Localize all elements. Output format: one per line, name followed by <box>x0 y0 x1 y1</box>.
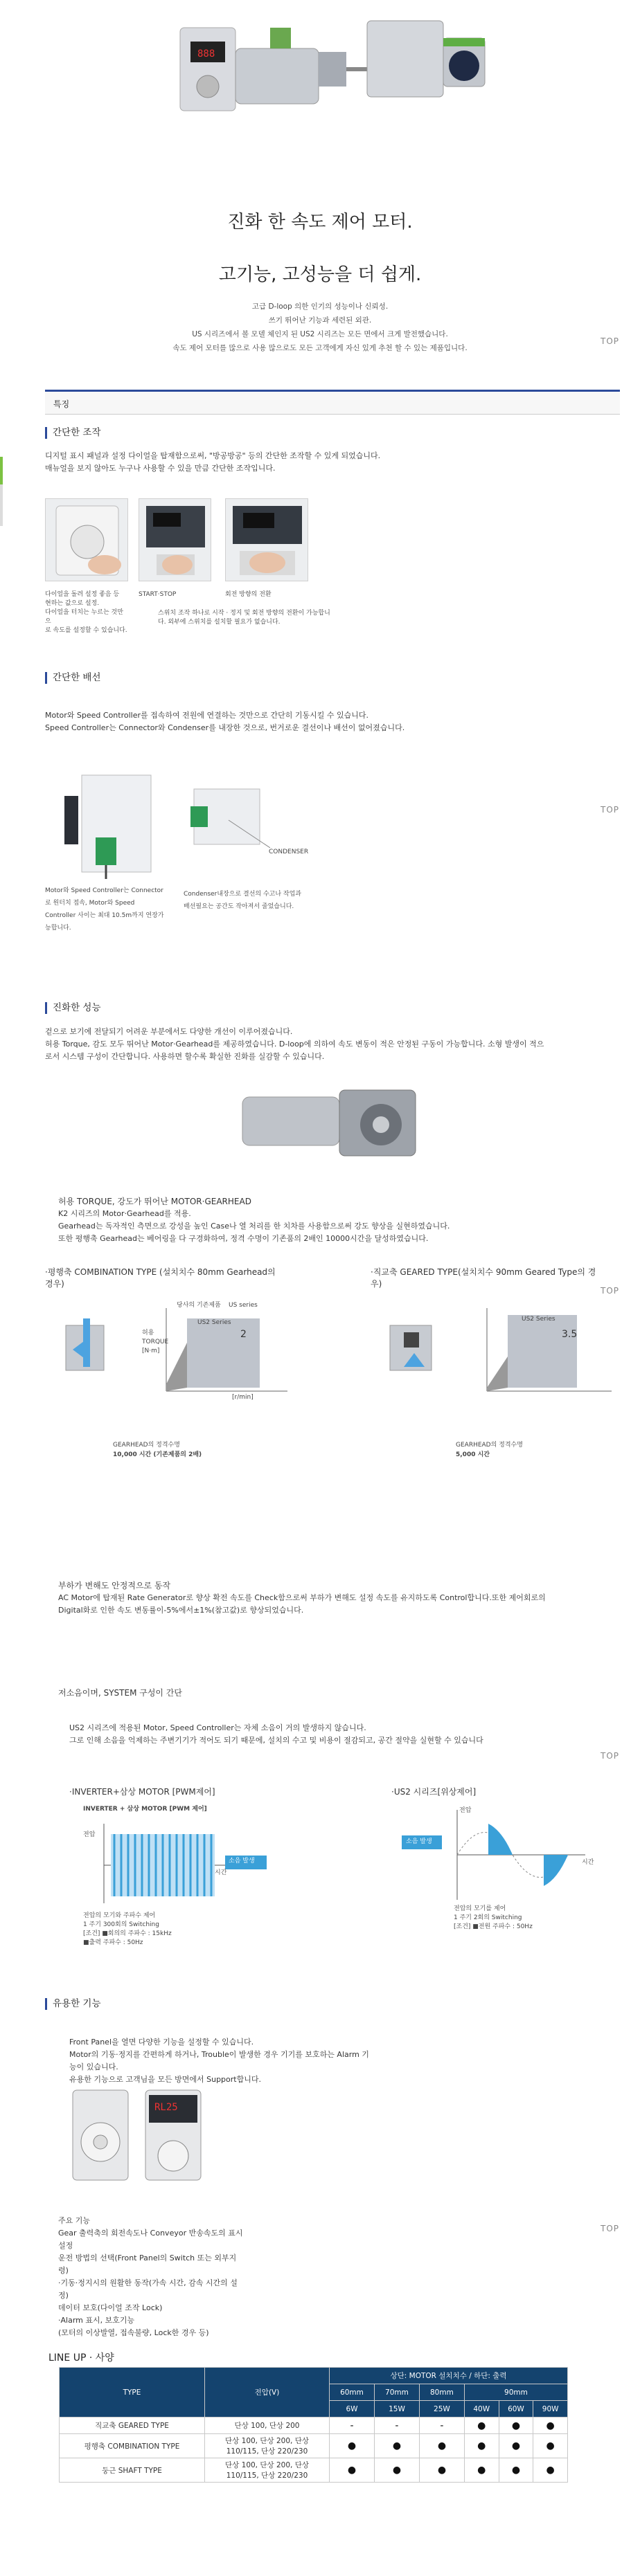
section-title-simple-operation: 간단한 조작 <box>45 427 101 439</box>
function-item: 설정 <box>58 2241 73 2250</box>
caption-line: 로 원터치 접속, Motor와 Speed <box>45 900 135 907</box>
header-output: 90W <box>533 2401 568 2418</box>
paragraph-line: AC Motor에 탑재된 Rate Generator로 향상 확전 속도를 Check함으로써 부하가 변해도 설정 속도를 유지하도록 Control합니다.또한 제어회로의 <box>58 1593 546 1602</box>
dial-photo <box>45 498 128 581</box>
left-strip-green <box>0 457 3 484</box>
header-voltage: 전압(V) <box>205 2368 330 2418</box>
paragraph-line: 그로 인해 소음을 억제하는 주변기기가 적어도 되기 때문에, 설치의 수고 및 비용이 절감되고, 공간 절약을 실현할 수 있습니다 <box>69 1736 483 1745</box>
row-mark: ● <box>464 2418 499 2434</box>
row-mark: ● <box>464 2434 499 2458</box>
chart-x-axis: [r/min] <box>232 1394 254 1401</box>
caption-line: Motor와 Speed Controller는 Connector <box>45 887 163 894</box>
row-type: 둥근 SHAFT TYPE <box>60 2458 205 2483</box>
condenser-photo <box>187 779 270 855</box>
caption-line: 다. 외부에 스위치를 설치할 필요가 없습니다. <box>158 619 281 626</box>
geared-torque-figure <box>383 1301 619 1405</box>
geared-life-value: 5,000 시간 <box>456 1451 490 1458</box>
function-item: ·기동·정지시의 원활한 동작(가속 시간, 감속 시간의 설 <box>58 2278 238 2287</box>
row-type: 직교축 GEARED TYPE <box>60 2418 205 2434</box>
note-line: ■출력 주파수 : 50Hz <box>83 1939 143 1946</box>
paragraph-line: 또한 평행축 Gearhead는 베어링을 다 구경화하여, 정격 수명이 기존품의 2배인 10000시간을 달성하였습니다. <box>58 1234 429 1243</box>
table-row <box>60 2418 568 2434</box>
torque-text <box>58 1208 612 1245</box>
function-item: ·Alarm 표시, 보호기능 <box>58 2316 135 2325</box>
row-mark: - <box>419 2418 464 2434</box>
chart-legend-us: US series <box>229 1302 258 1309</box>
row-mark: ● <box>330 2458 375 2483</box>
paragraph-line: Speed Controller는 Connector와 Condenser를 내장한 것으로, 번거로운 결선이나 배선이 없어졌습니다. <box>45 723 405 732</box>
note-line: 1 주기 2회의 Switching <box>454 1914 522 1921</box>
inverter-notes <box>83 1912 172 1948</box>
hero-desc-line: 고급 D-loop 의한 인기의 성능이나 신뢰성. <box>251 302 389 311</box>
features-bar <box>45 390 620 415</box>
table-row <box>60 2434 568 2458</box>
header-output: 60W <box>499 2401 533 2418</box>
caption-line: 다이얼을 터치는 누르는 것만으 <box>45 609 123 625</box>
top-button[interactable]: TOP <box>600 805 619 815</box>
caption-condenser <box>184 888 329 913</box>
caption-line: 다이얼을 돌려 설정 좋음 등 <box>45 591 120 598</box>
caption-line: 스위치 조작 하나로 시작 · 정지 및 회전 방향의 전환이 가능합니 <box>158 610 330 617</box>
paragraph-line: 유용한 기능으로 고객님을 모든 방면에서 Support합니다. <box>69 2075 261 2084</box>
title-line: 우) <box>371 1279 382 1289</box>
inverter-title: ·INVERTER+삼상 MOTOR [PWM제어] <box>69 1787 215 1797</box>
geared-life-label: GEARHEAD의 정격수명 <box>456 1442 523 1449</box>
svg-text:888: 888 <box>197 48 215 60</box>
left-strip-gray <box>0 484 3 526</box>
row-mark: - <box>374 2418 419 2434</box>
table-row <box>60 2458 568 2483</box>
combination-life-value: 10,000 시간 (기존제품의 2배) <box>113 1451 202 1458</box>
paragraph-line: Motor와 Speed Controller를 접속하여 전원에 연결하는 것만으로 간단히 기동시킬 수 있습니다. <box>45 711 368 720</box>
note-line: 1 주기 300회의 Switching <box>83 1921 159 1928</box>
us2-notes <box>454 1905 533 1932</box>
caption-dial <box>45 590 128 635</box>
direction-photo <box>225 498 308 581</box>
paragraph-line: 허용 Torque, 감도 모두 뛰어난 Motor·Gearhead를 제공하였습니다. D-loop에 의하여 속도 변동이 적은 안정된 구동이 가능합니다. 소형 발생이 적으 <box>45 1040 544 1049</box>
chart-legend-existing: 당사의 기존제품 <box>177 1302 221 1309</box>
row-mark: ● <box>499 2434 533 2458</box>
paragraph-line: K2 시리즈의 Motor·Gearhead를 적용. <box>58 1209 191 1218</box>
header-size: 90mm <box>464 2384 567 2401</box>
combination-life-label: GEARHEAD의 정격수명 <box>113 1442 180 1449</box>
torque-title: 허용 TORQUE, 강도가 뛰어난 MOTOR·GEARHEAD <box>58 1197 251 1206</box>
top-button[interactable]: TOP <box>600 1751 619 1761</box>
header-size: 70mm <box>374 2384 419 2401</box>
paragraph-line: 매뉴얼을 보지 않아도 누구나 사용할 수 있을 만큼 간단한 조작입니다. <box>45 464 276 473</box>
note-line: 전압의 모기와 주파수 제어 <box>83 1912 156 1919</box>
row-mark: ● <box>419 2458 464 2483</box>
caption-line: Controller 사이는 최대 10.5m까지 연장가 <box>45 912 164 919</box>
function-item: Gear 출력축의 회전속도나 Conveyor 반송속도의 표시 <box>58 2229 243 2238</box>
chart-multiplier: 2 <box>240 1329 247 1340</box>
top-button[interactable]: TOP <box>600 1286 619 1296</box>
us2-noise-badge <box>402 1835 442 1849</box>
features-bar-label: 특징 <box>53 399 70 409</box>
top-button[interactable]: TOP <box>600 336 619 346</box>
row-voltage: 단상 100, 단상 200, 단상 110/115, 단상 220/230 <box>205 2434 330 2458</box>
row-mark: ● <box>330 2434 375 2458</box>
caption-line: 능합니다. <box>45 925 71 932</box>
function-item: (모터의 이상발열, 접속불량, Lock한 경우 등) <box>58 2328 209 2337</box>
pwm-wave-figure <box>83 1817 284 1907</box>
chart-multiplier: 3.5 <box>562 1329 578 1340</box>
load-stable-text <box>58 1592 626 1617</box>
header-output: 15W <box>374 2401 419 2418</box>
front-panel-display-photo <box>142 2087 204 2184</box>
panel-display-readout: RL25 <box>154 2102 178 2113</box>
phase-wave-figure <box>447 1803 627 1907</box>
title-line: ·직교축 GEARED TYPE(설치치수 90mm Geared Type의 경 <box>371 1267 596 1277</box>
header-output: 40W <box>464 2401 499 2418</box>
row-voltage: 단상 100, 단상 200 <box>205 2418 330 2434</box>
hero-title-2: 고기능, 고성능을 더 쉽게. <box>218 264 422 285</box>
row-type: 평행축 COMBINATION TYPE <box>60 2434 205 2458</box>
paragraph-line: Motor의 기동·정지를 간편하게 하거나, Trouble이 발생한 경우 기기를 보호하는 Alarm 기 <box>69 2050 369 2059</box>
header-size: 80mm <box>419 2384 464 2401</box>
row-mark: ● <box>374 2458 419 2483</box>
row-mark: ● <box>419 2434 464 2458</box>
connector-photo <box>54 768 165 879</box>
caption-connector <box>45 885 190 934</box>
main-functions <box>58 2215 370 2339</box>
low-noise-title: 저소음이며, SYSTEM 구성이 간단 <box>58 1688 183 1698</box>
row-mark: ● <box>499 2418 533 2434</box>
paragraph-line: 능이 있습니다. <box>69 2062 118 2071</box>
geared-type-title <box>371 1267 596 1290</box>
us2-phase-title: ·US2 시리즈[위상제어] <box>391 1787 477 1797</box>
row-mark: ● <box>464 2458 499 2483</box>
paragraph-line: 겉으로 보기에 전달되기 어려운 부분에서도 다양한 개선이 이루어졌습니다. <box>45 1027 293 1036</box>
wave-voltage-label: 전압 <box>83 1831 96 1838</box>
gearhead-photo <box>235 1076 429 1166</box>
paragraph-line: Front Panel을 열면 다양한 기능을 설정할 수 있습니다. <box>69 2038 254 2047</box>
row-mark: ● <box>533 2418 568 2434</box>
wave-voltage-label: 전압 <box>459 1807 472 1814</box>
lineup-title: LINE UP · 사양 <box>48 2352 114 2364</box>
hero-desc-line: 속도 제어 모터를 많으로 사용 많으로도 모든 고객에게 자신 있게 추천 할 수 있는 제품입니다. <box>172 344 468 352</box>
section-title-useful-functions: 유용한 기능 <box>45 1998 101 2010</box>
main-functions-title: 주요 기능 <box>58 2216 91 2225</box>
top-button[interactable]: TOP <box>600 2224 619 2233</box>
row-voltage: 단상 100, 단상 200, 단상 110/115, 단상 220/230 <box>205 2458 330 2483</box>
combination-torque-figure <box>59 1301 294 1405</box>
section-title-evolved-performance: 진화한 성능 <box>45 1002 101 1014</box>
header-output: 25W <box>419 2401 464 2418</box>
function-item: 정) <box>58 2291 69 2300</box>
note-line: [조건] ■전원 주파수 : 50Hz <box>454 1923 533 1930</box>
paragraph-line: Digital화로 인한 속도 변동률이-5%에서±1%(참고값)로 향상되었습니다. <box>58 1606 304 1615</box>
hero-motor-image <box>159 0 492 138</box>
hero-description <box>0 300 640 355</box>
paragraph-line: 디지털 표시 패널과 설정 다이얼을 탑재함으로써, "방공방공" 등의 간단한 조작할 수 있게 되었습니다. <box>45 451 381 460</box>
front-panel-open-photo <box>69 2087 132 2184</box>
section-title-simple-wiring: 간단한 배선 <box>45 672 101 684</box>
caption-start-stop: START·STOP <box>139 591 177 598</box>
load-stable-title: 부하가 변해도 안정적으로 동작 <box>58 1581 171 1590</box>
noise-badge: 소음 발생 <box>229 1858 255 1865</box>
caption-line: 현하는 값으로 설정. <box>45 600 100 607</box>
chart-us2-badge: US2 Series <box>197 1319 231 1326</box>
combination-type-title <box>45 1267 276 1290</box>
title-line: ·평행축 COMBINATION TYPE (설치치수 80mm Gearhead의 <box>45 1267 276 1277</box>
paragraph-line: Gearhead는 독자적인 측면으로 강성을 높인 Case나 열 처리를 한 치차를 사용함으로써 강도 향상을 실현하였습니다. <box>58 1222 450 1231</box>
hero-title-1: 진화 한 속도 제어 모터. <box>227 212 413 233</box>
hero-desc-line: 쓰기 뛰어난 기능과 세련된 외관. <box>268 316 372 325</box>
wave-time-label: 시간 <box>215 1869 227 1876</box>
function-item: 령) <box>58 2266 69 2275</box>
useful-text <box>69 2036 457 2086</box>
row-mark: ● <box>374 2434 419 2458</box>
simple-wiring-text <box>45 709 620 734</box>
start-stop-photo <box>139 498 211 581</box>
function-item: 데이터 보호(다이얼 조작 Lock) <box>58 2303 163 2312</box>
header-size: 60mm <box>330 2384 375 2401</box>
caption-line: Condenser내장으로 결선의 수고나 작업과 <box>184 891 301 898</box>
header-output: 6W <box>330 2401 375 2418</box>
function-item: 운전 방법의 선택(Front Panel의 Switch 또는 외부지 <box>58 2253 237 2262</box>
row-mark: - <box>330 2418 375 2434</box>
wave-time-label: 시간 <box>582 1859 594 1866</box>
caption-switch <box>158 609 366 627</box>
chart-y-axis: 허용 TORQUE [N·m] <box>142 1330 169 1354</box>
lineup-table <box>59 2367 568 2483</box>
hero-desc-line: US 시리즈에서 볼 모델 체인지 된 US2 시리즈는 모든 면에서 크게 발전했습니다. <box>192 330 448 338</box>
title-line: 경우) <box>45 1279 64 1289</box>
chart-us2-badge: US2 Series <box>522 1316 555 1323</box>
low-noise-text <box>69 1722 616 1747</box>
paragraph-line: US2 시리즈에 적용된 Motor, Speed Controller는 자체 소음이 거의 발생하지 않습니다. <box>69 1723 366 1732</box>
row-mark: ● <box>499 2458 533 2483</box>
note-line: [조건] ■회의의 주파수 : 15kHz <box>83 1930 172 1937</box>
row-mark: ● <box>533 2458 568 2483</box>
noise-badge-label: 소음 발생 <box>406 1838 432 1845</box>
row-mark: ● <box>533 2434 568 2458</box>
simple-operation-text <box>45 450 620 475</box>
caption-line: 배선필요는 공간도 작아져서 줄었습니다. <box>184 903 294 910</box>
inverter-inner-title: INVERTER + 삼상 MOTOR [PWM 제어] <box>83 1806 207 1813</box>
condenser-label: CONDENSER <box>269 849 309 855</box>
header-group: 상단: MOTOR 설치치수 / 하단: 출력 <box>330 2368 568 2384</box>
paragraph-line: 로서 시스템 구성이 간단합니다. 사용하면 할수록 확실한 진화를 실감할 수 있습니다. <box>45 1052 325 1061</box>
caption-direction: 회전 방향의 전환 <box>225 591 272 598</box>
note-line: 전압의 모기를 제어 <box>454 1905 506 1912</box>
evolved-text <box>45 1026 620 1063</box>
header-type: TYPE <box>60 2368 205 2418</box>
caption-line: 로 속도를 설정할 수 있습니다. <box>45 627 127 634</box>
